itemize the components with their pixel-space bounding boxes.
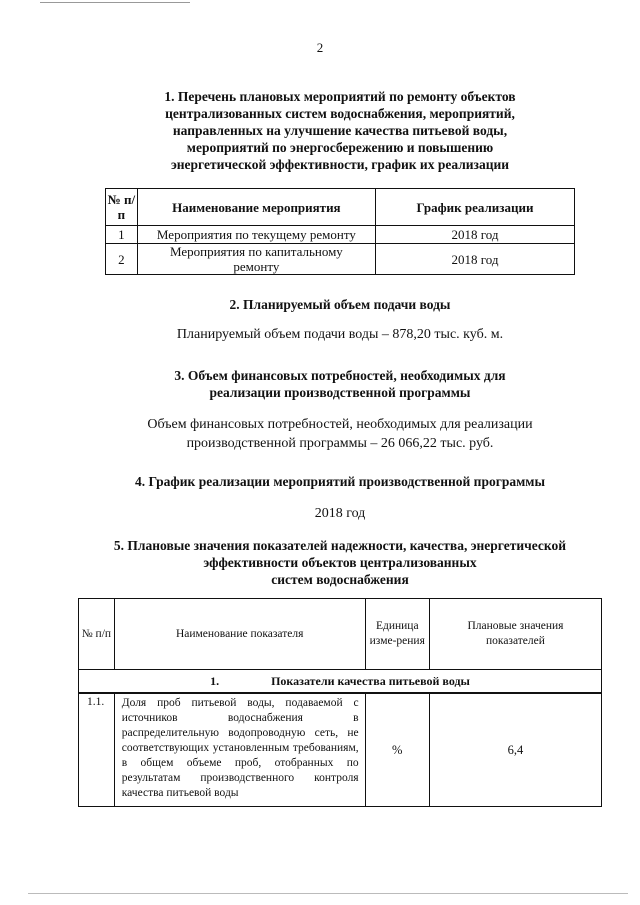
page-number: 2: [316, 40, 324, 55]
section3-title-line: 3. Объем финансовых потребностей, необходимых для: [174, 368, 506, 383]
measures-table: [105, 188, 575, 275]
group-title: Показатели качества питьевой воды: [271, 673, 470, 688]
section2-title: 2. Планируемый объем подачи воды: [229, 297, 451, 312]
section3-text-line: Объем финансовых потребностей, необходимых для реализации: [147, 417, 533, 432]
group-cell: [79, 670, 602, 694]
section4-text: 2018 год: [314, 506, 366, 521]
row-planned-value: 6,4: [429, 693, 601, 807]
header-schedule: График реализации: [375, 189, 574, 226]
row-num: 1.1.: [79, 693, 115, 807]
header-indicator-name: Наименование показателя: [114, 599, 365, 670]
section1-title: [60, 88, 620, 173]
section1-title-line: централизованных систем водоснабжения, мероприятий,: [165, 106, 515, 121]
section3-title-line: реализации производственной программы: [209, 385, 471, 400]
row-indicator-name: Доля проб питьевой воды, подаваемой с источников водоснабжения в распределительную водопроводную сеть, не соответствующих установленным требованиям, в общем объеме проб, отобранных по результатам производственного контроля качества питьевой воды: [114, 693, 365, 807]
section5-title-line: эффективности объектов централизованных: [203, 555, 477, 570]
table-row: [106, 226, 575, 244]
section3-title: [60, 367, 620, 401]
section5-title-line: систем водоснабжения: [271, 572, 409, 587]
row-measure-name: Мероприятия по текущему ремонту: [137, 226, 375, 244]
table-row: [79, 693, 602, 807]
header-measure-name: Наименование мероприятия: [137, 189, 375, 226]
table-group-row: [79, 670, 602, 694]
section3-text: [60, 415, 620, 453]
row-schedule: 2018 год: [375, 244, 574, 275]
header-num: № п/п: [106, 189, 138, 226]
section5-title: [60, 537, 620, 588]
section1-title-line: мероприятий по энергосбережению и повышению: [186, 140, 494, 155]
table-header-row: [106, 189, 575, 226]
indicators-table: [78, 598, 602, 807]
row-num: 1: [106, 226, 138, 244]
header-unit: Единица изме-рения: [365, 599, 429, 670]
section2-text: Планируемый объем подачи воды – 878,20 тыс. куб. м.: [176, 327, 504, 342]
section1-title-line: энергетической эффективности, график их реализации: [170, 157, 510, 172]
top-scan-rule: [40, 2, 190, 3]
bottom-scan-rule: [28, 893, 628, 894]
section5-title-line: 5. Плановые значения показателей надежности, качества, энергетической: [113, 538, 567, 553]
table-header-row: [79, 599, 602, 670]
row-unit: %: [365, 693, 429, 807]
table-row: [106, 244, 575, 275]
row-schedule: 2018 год: [375, 226, 574, 244]
row-num: 2: [106, 244, 138, 275]
header-planned-values: Плановые значения показателей: [429, 599, 601, 670]
group-num: 1.: [210, 673, 220, 688]
header-num: № п/п: [79, 599, 115, 670]
section4-title: 4. График реализации мероприятий производственной программы: [134, 474, 546, 489]
section3-text-line: производственной программы – 26 066,22 тыс. руб.: [186, 436, 494, 451]
section1-title-line: 1. Перечень плановых мероприятий по ремонту объектов: [164, 89, 516, 104]
row-measure-name: Мероприятия по капитальному ремонту: [137, 244, 375, 275]
section1-title-line: направленных на улучшение качества питьевой воды,: [172, 123, 508, 138]
